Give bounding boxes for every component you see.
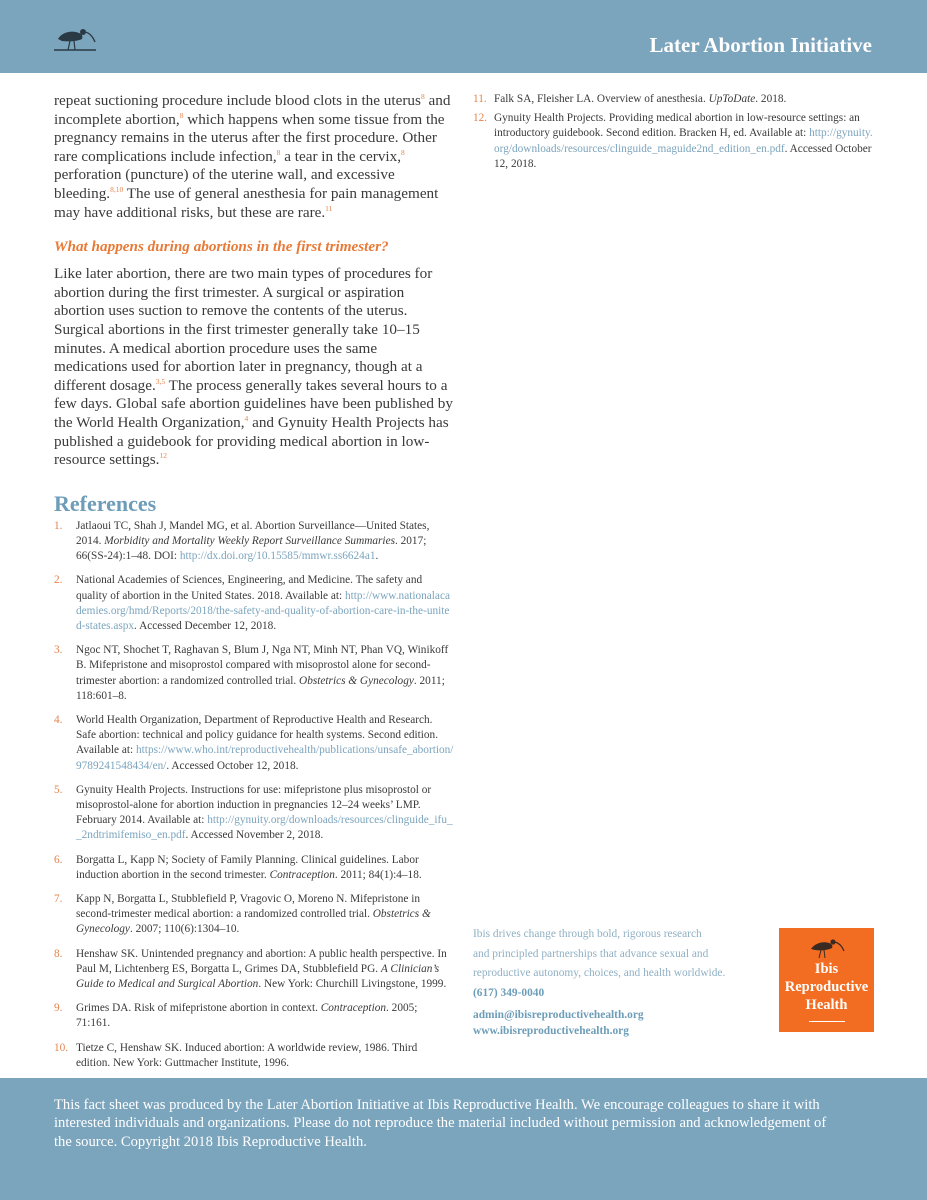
- logo-text-reproductive: Reproductive: [784, 979, 869, 995]
- citation-superscript[interactable]: 8,10: [110, 184, 124, 194]
- reference-item: [473, 92, 873, 107]
- reference-journal-title: Obstetrics & Gynecology: [76, 908, 431, 936]
- reference-number: 2.: [54, 574, 63, 587]
- reference-item: [54, 1001, 454, 1031]
- section-heading-first-trimester: What happens during abortions in the first trimester?: [54, 238, 389, 256]
- reference-text: . 2011; 84(1):4–18.: [334, 868, 422, 881]
- text-run: The use of general anesthesia for pain management may have additional risks, but these are rare.: [54, 184, 439, 221]
- reference-journal-title: A Clinician’s Guide to Medical and Surgical Abortion: [76, 962, 440, 990]
- text-run: and Gynuity Health Projects has published a guidebook for providing medical abortion in low-resource settings.: [54, 413, 449, 469]
- reference-text: . Accessed December 12, 2018.: [134, 619, 277, 632]
- reference-number: 6.: [54, 853, 63, 866]
- reference-text: Gynuity Health Projects. Providing medical abortion in low-resource settings: an introductory guidebook. Second edition. Bracken H, ed. Available at:: [494, 112, 860, 140]
- reference-journal-title: UpToDate: [708, 93, 756, 105]
- reference-journal-title: Obstetrics & Gynecology: [299, 674, 414, 687]
- text-run: The process generally takes several hours to a few days. Global safe abortion guidelines have been published by the World Health Organization,: [54, 376, 453, 431]
- contact-block: [473, 985, 763, 1040]
- reference-number: 5.: [54, 783, 63, 796]
- reference-item: [54, 573, 454, 634]
- reference-text: Gynuity Health Projects. Instructions for use: mifepristone plus misoprostol or misoprostol-alone for abortion induction in pregnancies 12–24 weeks’ LMP. February 2014. Available at:: [76, 783, 432, 827]
- contact-website-link[interactable]: www.ibisreproductivehealth.org: [473, 1025, 629, 1037]
- text-run: and incomplete abortion,: [54, 92, 451, 128]
- ibis-logo: [779, 928, 874, 1032]
- reference-text: Grimes DA. Risk of mifepristone abortion in context.: [76, 1002, 321, 1015]
- reference-item: [54, 947, 454, 993]
- reference-text: . Accessed October 12, 2018.: [166, 759, 299, 772]
- reference-text: National Academies of Sciences, Engineering, and Medicine. The safety and quality of abortion in the United States. 2018. Available at:: [76, 574, 423, 602]
- text-run: Like later abortion, there are two main types of procedures for abortion during the first trimester. A surgical or aspiration abortion uses suction to remove the contents of the uterus. Surgical abortions in the first trimester generally take 10–15 minutes. A medical abortion procedure uses the same medications used for abortion later in pregnancy, though at a different dosage.: [54, 265, 433, 394]
- header-title: Later Abortion Initiative: [649, 33, 872, 57]
- mission-line: Ibis drives change through bold, rigorous research: [473, 928, 702, 940]
- reference-text: Falk SA, Fleisher LA. Overview of anesthesia.: [494, 93, 709, 105]
- reference-text: . 2007; 110(6):1304–10.: [129, 923, 240, 936]
- reference-number: 12.: [473, 112, 488, 125]
- page-footer: [0, 1078, 927, 1200]
- reference-item: [473, 111, 873, 172]
- mission-line: reproductive autonomy, choices, and health worldwide.: [473, 967, 726, 979]
- reference-text: World Health Organization, Department of Reproductive Health and Research. Safe abortion: technical and policy guidance for health systems. Second edition. Available at:: [76, 713, 439, 757]
- citation-superscript[interactable]: 8: [276, 147, 281, 157]
- citation-superscript[interactable]: 11: [325, 203, 333, 213]
- logo-text-health: Health: [805, 997, 848, 1013]
- logo-underline: [809, 1021, 845, 1022]
- ibis-logo-bird-icon: [807, 936, 847, 960]
- reference-text: .: [375, 550, 379, 563]
- text-run: perforation (puncture) of the uterine wall, and excessive bleeding.: [54, 166, 395, 202]
- reference-number: 9.: [54, 1002, 63, 1015]
- mission-line: and principled partnerships that advance sexual and: [473, 947, 709, 960]
- right-column: [473, 92, 873, 176]
- reference-number: 11.: [473, 93, 487, 105]
- reference-text: . 2017; 66(SS-24):1–48. DOI:: [76, 534, 427, 563]
- citation-superscript[interactable]: 8: [179, 110, 184, 120]
- reference-number: 3.: [54, 644, 63, 657]
- reference-item: [54, 853, 454, 883]
- text-run: repeat suctioning procedure include blood clots in the uterus: [54, 92, 421, 109]
- reference-number: 1.: [54, 519, 63, 532]
- reference-number: 8.: [54, 947, 63, 960]
- reference-item: [54, 643, 454, 704]
- reference-link[interactable]: http://gynuity.org/downloads/resources/clinguide_ifu__2ndtrimifemiso_en.pdf: [76, 814, 453, 842]
- reference-item: [54, 783, 454, 844]
- citation-superscript[interactable]: 8: [420, 91, 425, 101]
- reference-journal-title: Morbidity and Mortality Weekly Report Surveillance Summaries: [104, 534, 395, 547]
- text-run: a tear in the cervix,: [280, 147, 402, 165]
- references-list-continued: [473, 92, 873, 172]
- reference-link[interactable]: http://gynuity.org/downloads/resources/clinguide_maguide2nd_edition_en.pdf: [494, 127, 873, 155]
- reference-item: [54, 519, 454, 565]
- contact-email-link[interactable]: admin@ibisreproductivehealth.org: [473, 1008, 644, 1021]
- reference-text: . 2005; 71:161.: [76, 1002, 418, 1030]
- reference-text: . 2011; 118:601–8.: [76, 674, 445, 702]
- page-header: [0, 0, 927, 73]
- mission-statement: [473, 925, 763, 984]
- reference-item: [54, 713, 454, 774]
- reference-text: . Accessed November 2, 2018.: [185, 829, 324, 842]
- reference-item: [54, 1041, 454, 1071]
- references-heading: References: [54, 490, 157, 516]
- citation-superscript[interactable]: 4: [244, 413, 249, 423]
- reference-number: 4.: [54, 713, 63, 726]
- reference-link[interactable]: http://www.nationalacademies.org/hmd/Reports/2018/the-safety-and-quality-of-abortion-care-in-the-united-states.aspx: [76, 589, 450, 632]
- reference-text: . 2018.: [755, 93, 787, 105]
- references-list: [54, 519, 454, 1071]
- reference-item: [54, 892, 454, 938]
- logo-text-ibis: Ibis: [814, 961, 839, 977]
- footer-disclaimer: This fact sheet was produced by the Later Abortion Initiative at Ibis Reproductive Health. We encourage colleagues to share it with interested individuals and organizations. Please do not reproduce the material included without permission and acknowledgement of the source. Copyright 2018 Ibis Reproductive Health.: [54, 1097, 827, 1150]
- citation-superscript[interactable]: 8: [401, 147, 405, 157]
- reference-link[interactable]: http://dx.doi.org/10.15585/mmwr.ss6624a1: [179, 550, 376, 563]
- reference-text: Borgatta L, Kapp N; Society of Family Planning. Clinical guidelines. Labor induction abortion in the second trimester.: [76, 853, 419, 881]
- reference-journal-title: Contraception: [320, 1002, 387, 1015]
- reference-number: 10.: [54, 1041, 69, 1054]
- reference-text: Jatlaoui TC, Shah J, Mandel MG, et al. Abortion Surveillance—United States, 2014.: [76, 519, 430, 547]
- reference-journal-title: Contraception: [269, 868, 335, 881]
- ibis-bird-icon: [52, 24, 98, 54]
- reference-text: Henshaw SK. Unintended pregnancy and abortion: A public health perspective. In Paul M, Lichtenberg ES, Borgatta L, Grimes DA, Stubblefield PG.: [76, 947, 447, 975]
- contact-phone: (617) 349-0040: [473, 987, 545, 999]
- reference-link[interactable]: https://www.who.int/reproductivehealth/publications/unsafe_abortion/9789241548434/en/: [76, 744, 454, 772]
- reference-text: . Accessed October 12, 2018.: [494, 142, 872, 170]
- reference-text: Kapp N, Borgatta L, Stubblefield P, Vragovic O, Moreno N. Mifepristone in second-trimester medical abortion: a randomized controlled trial.: [76, 892, 421, 921]
- reference-text: Tietze C, Henshaw SK. Induced abortion: A worldwide review, 1986. Third edition. New York: Guttmacher Institute, 1996.: [76, 1041, 418, 1069]
- body-paragraph-first-trimester: [54, 265, 454, 470]
- reference-text: Ngoc NT, Shochet T, Raghavan S, Blum J, Nga NT, Minh NT, Phan VQ, Winikoff B. Mifepristone and misoprostol compared with misoprostol alone for second-trimester abortion: a randomized controlled trial.: [76, 644, 449, 687]
- citation-superscript[interactable]: 3,5: [155, 376, 166, 386]
- left-column: [54, 92, 454, 1080]
- body-paragraph-complications: [54, 92, 454, 222]
- reference-number: 7.: [54, 892, 63, 905]
- citation-superscript[interactable]: 12: [159, 451, 167, 461]
- reference-text: . New York: Churchill Livingstone, 1999.: [258, 977, 447, 990]
- text-run: which happens when some tissue from the pregnancy remains in the uterus after the first procedure. Other rare complications include infection,: [54, 110, 445, 165]
